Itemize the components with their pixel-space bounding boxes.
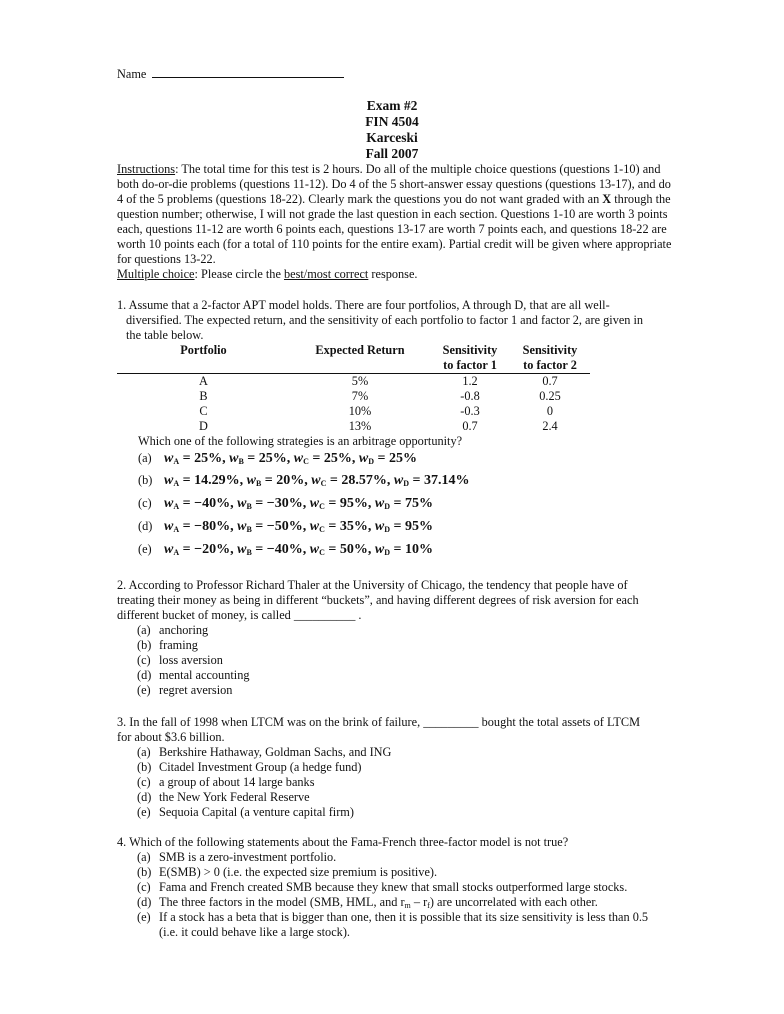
option-label: (a) [138, 451, 152, 465]
table-row [117, 419, 590, 434]
cell: 5% [351, 374, 369, 388]
th-sens1: Sensitivity [442, 343, 498, 357]
th-blank1 [117, 358, 290, 374]
q1-question: Which one of the following strategies is an arbitrage opportunity? [138, 434, 463, 448]
table-row [117, 374, 590, 390]
wc-value: 25% [323, 451, 352, 466]
instructions [117, 162, 672, 282]
option-text: anchoring [159, 623, 209, 637]
question-3 [117, 715, 677, 820]
cell: 0 [546, 404, 554, 418]
option-label: (c) [137, 880, 151, 894]
cell: 0.7 [542, 374, 558, 388]
q1-stem-line2: diversified. The expected return, and the sensitivity of each portfolio to factor 1 and factor 2, are given in [126, 313, 644, 327]
option-text: Sequoia Capital (a venture capital firm) [159, 805, 354, 819]
option-text: Citadel Investment Group (a hedge fund) [159, 760, 362, 774]
q3-options [117, 745, 677, 820]
question-1-stem [117, 298, 677, 343]
option-label: (c) [138, 496, 152, 510]
cell: 0.7 [462, 419, 478, 433]
option-label: (b) [137, 638, 152, 652]
wa-value: −80% [194, 519, 231, 534]
list-item[interactable] [117, 865, 677, 880]
th-sens1-sub: to factor 1 [430, 358, 510, 374]
th-sens2-sub: to factor 2 [510, 358, 590, 374]
th-expected-return: Expected Return [315, 343, 405, 357]
wd-value: 37.14% [424, 473, 470, 488]
cell: B [199, 389, 208, 403]
option-text-tail: are uncorrelated with each other. [433, 895, 598, 909]
wb-value: −50% [266, 519, 303, 534]
option-text-cont: (i.e. it could behave like a large stock). [159, 925, 350, 939]
list-item[interactable] [117, 668, 677, 683]
instructions-text: : The total time for this test is 2 hours. Do all of the multiple choice questions (questions 1-10) and both do-or-die problems (questions 11-12). Do 4 of the 5 short-answer essay questions (questions 13-17), and do 4 of the 5 problems (questions 18-22). Clearly mark the questions you do not want graded with an [117, 162, 671, 206]
mc-emph: best/most correct [283, 267, 369, 281]
table-row [117, 389, 590, 404]
th-portfolio: Portfolio [180, 343, 227, 357]
q4-options [117, 850, 677, 940]
cell: 7% [351, 389, 369, 403]
instructions-label: Instructions [117, 162, 176, 176]
list-item[interactable] [117, 790, 677, 805]
q1-option-d[interactable]: (d) $w_A = -80\%$, $w_B = -50\%$, $w_C = 35\%$, $w_D = 95\%$ [138, 519, 433, 534]
option-text: a group of about 14 large banks [159, 775, 315, 789]
wc-value: 50% [339, 542, 368, 557]
option-label: (d) [137, 895, 152, 909]
list-item[interactable] [117, 880, 677, 895]
q1-stem-line3: the table below. [126, 328, 204, 342]
wa-value: 25% [194, 451, 223, 466]
option-text: Berkshire Hathaway, Goldman Sachs, and ING [159, 745, 392, 759]
q1-option-b[interactable]: (b) $w_A = 14.29\%$, $w_B = 20\%$, $w_C = 28.57\%$, $w_D = 37.14\%$ [138, 473, 470, 488]
option-text: SMB is a zero-investment portfolio. [159, 850, 337, 864]
name-label: Name [117, 67, 147, 81]
wb-value: −40% [266, 542, 303, 557]
q1-stem-line1: 1. Assume that a 2-factor APT model holds. There are four portfolios, A through D, that are all well- [117, 298, 610, 312]
q4-stem-line1: 4. Which of the following statements about the Fama-French three-factor model is not true? [117, 835, 569, 849]
option-text: mental accounting [159, 668, 250, 682]
option-label: (e) [137, 805, 151, 819]
wa-value: 14.29% [194, 473, 240, 488]
exam-title: Exam #2 [366, 98, 418, 113]
option-label: (c) [137, 653, 151, 667]
option-label: (a) [137, 623, 151, 637]
list-item[interactable] [117, 760, 677, 775]
q2-stem-line3: different bucket of money, is called __________ . [117, 608, 362, 622]
th-sens2: Sensitivity [522, 343, 578, 357]
question-4 [117, 835, 677, 940]
q3-stem-line1: 3. In the fall of 1998 when LTCM was on the brink of failure, _________ bought the total assets of LTCM [117, 715, 641, 729]
option-text: loss aversion [159, 653, 223, 667]
list-item[interactable] [117, 638, 677, 653]
list-item[interactable] [117, 805, 677, 820]
option-label: (e) [137, 910, 151, 924]
wc-value: 35% [339, 519, 368, 534]
cell: C [199, 404, 208, 418]
option-label: (a) [137, 745, 151, 759]
cell: -0.3 [460, 404, 480, 418]
option-label: (b) [137, 865, 152, 879]
wa-value: −20% [194, 542, 231, 557]
question-2 [117, 578, 677, 698]
option-label: (d) [138, 519, 153, 533]
option-label: (b) [138, 473, 153, 487]
name-field[interactable] [117, 66, 344, 82]
wb-value: 20% [276, 473, 305, 488]
list-item[interactable] [117, 745, 677, 760]
list-item[interactable] [117, 775, 677, 790]
option-text: If a stock has a beta that is bigger than one, then it is possible that its size sensitivity is less than 0.5 [159, 910, 649, 924]
list-item[interactable] [117, 850, 677, 865]
option-label: (d) [137, 790, 152, 804]
option-label: (d) [137, 668, 152, 682]
wb-value: −30% [266, 496, 303, 511]
option-text: E(SMB) > 0 (i.e. the expected size premium is positive). [159, 865, 438, 879]
table-row [117, 404, 590, 419]
wb-value: 25% [258, 451, 287, 466]
list-item[interactable] [117, 910, 677, 940]
q2-options [117, 623, 677, 698]
q1-option-e[interactable]: (e) $w_A = -20\%$, $w_B = -40\%$, $w_C = 50\%$, $w_D = 10\%$ [138, 542, 433, 557]
list-item[interactable] [117, 683, 677, 698]
instructor: Karceski [366, 130, 418, 145]
list-item[interactable] [117, 653, 677, 668]
wc-value: 95% [339, 496, 368, 511]
wc-value: 28.57% [341, 473, 387, 488]
wd-value: 25% [389, 451, 417, 466]
instructions-text2: through the question number; otherwise, I will not grade the last question in each section. Questions 1-10 are worth 3 points each, questions 11-12 are worth 6 points each, questions 13-17 are worth 7 points each, and questions 18-22 are worth 10 points each (for a total of 110 points for the entire exam). Partial credit will be given where appropriate for questions 13-22. [117, 192, 672, 266]
list-item[interactable]: (d) The three factors in the model (SMB, HML, and $r_m - r_f$) are uncorrelated with each other. [137, 895, 598, 910]
term: Fall 2007 [365, 146, 419, 161]
wd-value: 95% [404, 519, 433, 534]
list-item[interactable] [117, 623, 677, 638]
option-label: (e) [137, 683, 151, 697]
cell: -0.8 [460, 389, 480, 403]
cell: 1.2 [462, 374, 478, 388]
mc-text: : Please circle the [194, 267, 284, 281]
option-text: the New York Federal Reserve [159, 790, 310, 804]
cell: A [199, 374, 208, 388]
wa-value: −40% [194, 496, 231, 511]
q2-stem-line2: treating their money as being in different “buckets”, and having different degrees of risk aversion for each [117, 593, 639, 607]
wd-value: 10% [404, 542, 433, 557]
instructions-x: X [602, 192, 612, 206]
option-text: The three factors in the model (SMB, HML, and r [159, 895, 405, 909]
course-code: FIN 4504 [365, 114, 419, 129]
option-label: (a) [137, 850, 151, 864]
q1-option-c[interactable]: (c) $w_A = -40\%$, $w_B = -30\%$, $w_C = 95\%$, $w_D = 75\%$ [138, 496, 433, 511]
option-text: regret aversion [159, 683, 233, 697]
cell: 2.4 [542, 419, 558, 433]
option-label: (c) [137, 775, 151, 789]
wd-value: 75% [404, 496, 433, 511]
option-label: (e) [138, 542, 152, 556]
cell: D [199, 419, 208, 433]
mc-end: response. [368, 267, 418, 281]
option-text: Fama and French created SMB because they knew that small stocks outperformed large stocks. [159, 880, 628, 894]
cell: 13% [348, 419, 372, 433]
option-label: (b) [137, 760, 152, 774]
name-blank[interactable] [152, 66, 344, 78]
cell: 10% [348, 404, 372, 418]
q1-option-a[interactable]: (a) $w_A = 25\%$, $w_B = 25\%$, $w_C = 25\%$, $w_D = 25\%$ [138, 451, 417, 466]
q2-stem-line1: 2. According to Professor Richard Thaler at the University of Chicago, the tendency that people have of [117, 578, 628, 592]
th-blank2 [290, 358, 430, 374]
option-text: framing [159, 638, 198, 652]
apt-table [117, 343, 590, 434]
q3-stem-line2: for about $3.6 billion. [117, 730, 225, 744]
mc-label: Multiple choice [117, 267, 195, 281]
cell: 0.25 [539, 389, 561, 403]
